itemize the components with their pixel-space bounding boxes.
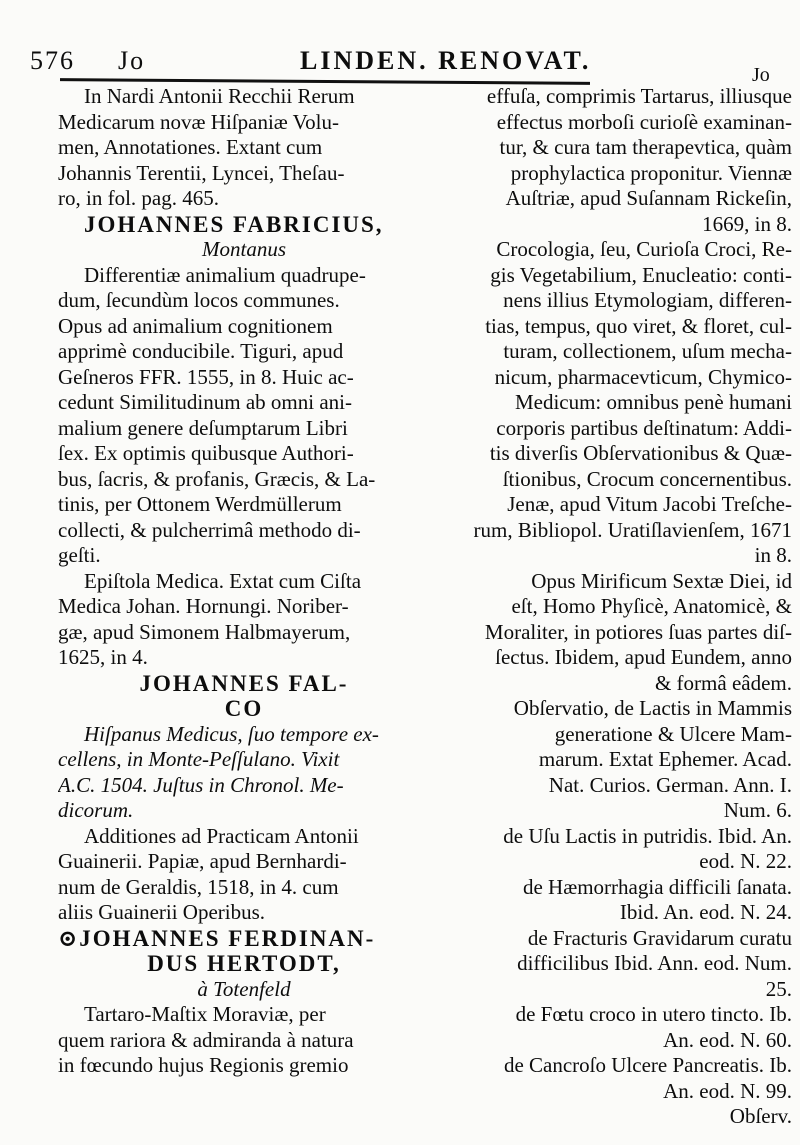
text-line: effectus morboſi curioſè examinan- (496, 109, 792, 134)
text-line: Jenæ, apud Vitum Jacobi Treſche- (507, 492, 792, 516)
text-line: difficilibus Ibid. Ann. eod. Num. (517, 951, 792, 975)
text-line: gæ, apud Simonem Halbmayerum, (58, 619, 351, 644)
text-line: malium genere deſumptarum Libri (58, 415, 348, 440)
text-line: num de Geraldis, 1518, in 4. cum (58, 874, 339, 899)
text-line: de Fœtu croco in utero tincto. Ib. (515, 1002, 792, 1026)
text-line: cellens, in Monte-Peſſulano. Vixit (58, 747, 340, 771)
text-line: gis Vegetabilium, Enucleatio: conti- (490, 262, 792, 287)
text-line: Num. 6. (723, 798, 792, 822)
text-line: tinis, per Ottonem Werdmüllerum (58, 492, 342, 516)
text-line: apprimè conducibile. Tiguri, apud (58, 339, 344, 363)
text-line: Moraliter, in potiores ſuas partes diſ- (484, 619, 792, 644)
running-title: LINDEN. RENOVAT. (300, 46, 592, 75)
text-line: JOHANNES FABRICIUS, (84, 211, 384, 237)
text-line: & formâ eâdem. (654, 670, 792, 695)
text-line: ſtionibus, Crocum concernentibus. (502, 466, 792, 491)
text-line: nens illius Etymologiam, differen- (503, 288, 792, 312)
text-line: 25. (765, 976, 792, 1001)
text-line: corporis partibus deſtinatum: Addi- (496, 415, 792, 440)
text-line: de Hæmorrhagia difficili ſanata. (522, 874, 792, 899)
text-line: A.C. 1504. Juſtus in Chronol. Me- (58, 772, 344, 797)
text-line: ⊙JOHANNES FERDINAN- (58, 925, 376, 951)
text-line: generatione & Ulcere Mam- (554, 721, 792, 746)
text-line: rum, Bibliopol. Uratiſlavienſem, 1671 (473, 517, 792, 542)
text-line: Medicarum novæ Hiſpaniæ Volu- (58, 109, 339, 134)
text-line: de Fracturis Gravidarum curatu (527, 925, 792, 950)
text-line: Tartaro-Maſtix Moraviæ, per (84, 1002, 326, 1026)
text-line: 1625, in 4. (58, 645, 148, 669)
text-line: ſex. Ex optimis quibusque Authori- (58, 441, 354, 465)
text-line: Johannis Terentii, Lyncei, Theſau- (58, 160, 345, 185)
text-line: de Uſu Lactis in putridis. Ibid. An. (503, 823, 792, 848)
text-line: à Totenfeld (197, 976, 291, 1001)
text-line: cedunt Similitudinum ab omni ani- (58, 390, 352, 414)
text-line: nicum, pharmacevticum, Chymico- (494, 364, 792, 389)
text-line: tis diverſis Obſervationibus & Quæ- (489, 441, 792, 465)
text-line: tias, tempus, quo viret, & floret, cul- (485, 313, 792, 338)
text-line: aliis Guainerii Operibus. (58, 900, 266, 924)
text-line: Obſervatio, de Lactis in Mammis (513, 696, 792, 720)
text-line: eſt, Homo Phyſicè, Anatomicè, & (511, 594, 792, 618)
text-line: dicorum. (58, 798, 134, 822)
text-line: turam, collectionem, uſum mecha- (503, 339, 792, 363)
text-line: dum, ſecundùm locos communes. (58, 288, 340, 312)
text-line: ro, in fol. pag. 465. (58, 186, 219, 210)
page-number: 576 (30, 46, 75, 75)
text-line: in 8. (754, 543, 792, 567)
text-line: marum. Extat Ephemer. Acad. (538, 747, 792, 771)
text-line: collecti, & pulcherrimâ methodo di- (58, 517, 361, 542)
text-line: Ibid. An. eod. N. 24. (619, 900, 792, 924)
text-line: quem rariora & admiranda à natura (58, 1027, 354, 1052)
text-line: DUS HERTODT, (147, 951, 341, 976)
running-header (30, 46, 790, 82)
text-line: CO (224, 696, 264, 721)
text-line: Crocologia, ſeu, Curioſa Croci, Re- (496, 237, 792, 261)
left-column (58, 84, 430, 1079)
text-line: Auſtriæ, apud Suſannam Rickeſin, (505, 186, 792, 210)
text-line: Opus Mirificum Sextæ Diei, id (531, 568, 792, 593)
text-line: Guainerii. Papiæ, apud Bernhardi- (58, 849, 347, 873)
text-line: JOHANNES FAL- (139, 670, 349, 696)
text-line: bus, ſacris, & profanis, Græcis, & La- (58, 466, 376, 491)
text-line: de Cancroſo Ulcere Pancreatis. Ib. (503, 1053, 792, 1077)
text-line: Medicum: omnibus penè humani (514, 390, 792, 414)
header-reference: Jo (118, 46, 146, 75)
text-line: An. eod. N. 60. (663, 1027, 792, 1052)
text-line: tur, & cura tam therapevtica, quàm (499, 135, 792, 159)
text-line: ſectus. Ibidem, apud Eundem, anno (495, 645, 792, 669)
text-line: in fœcundo hujus Regionis gremio (58, 1053, 349, 1077)
text-line: Medica Johan. Hornungi. Noriber- (58, 594, 349, 618)
text-line: Additiones ad Practicam Antonii (84, 823, 359, 848)
text-line: An. eod. N. 99. (663, 1078, 792, 1103)
text-line: Montanus (202, 237, 286, 261)
text-line: effuſa, comprimis Tartarus, illiusque (486, 84, 792, 108)
text-line: Obſerv. (729, 1104, 792, 1128)
text-line: prophylactica proponitur. Viennæ (510, 160, 792, 185)
text-line: geſti. (58, 543, 101, 567)
text-line: men, Annotationes. Extant cum (58, 135, 323, 159)
text-line: eod. N. 22. (699, 849, 792, 873)
right-column (438, 84, 792, 1130)
text-line: 1669, in 8. (702, 211, 792, 236)
text-line: Differentiæ animalium quadrupe- (84, 262, 366, 287)
text-line: Hiſpanus Medicus, ſuo tempore ex- (84, 721, 379, 746)
text-line: Nat. Curios. German. Ann. I. (548, 772, 792, 797)
text-line: Opus ad animalium cognitionem (58, 313, 333, 338)
text-line: Epiſtola Medica. Extat cum Ciſta (84, 568, 362, 593)
top-catchword: Jo (752, 64, 770, 86)
text-line: In Nardi Antonii Recchii Rerum (84, 84, 355, 108)
text-line: Geſneros FFR. 1555, in 8. Huic ac- (58, 364, 354, 389)
